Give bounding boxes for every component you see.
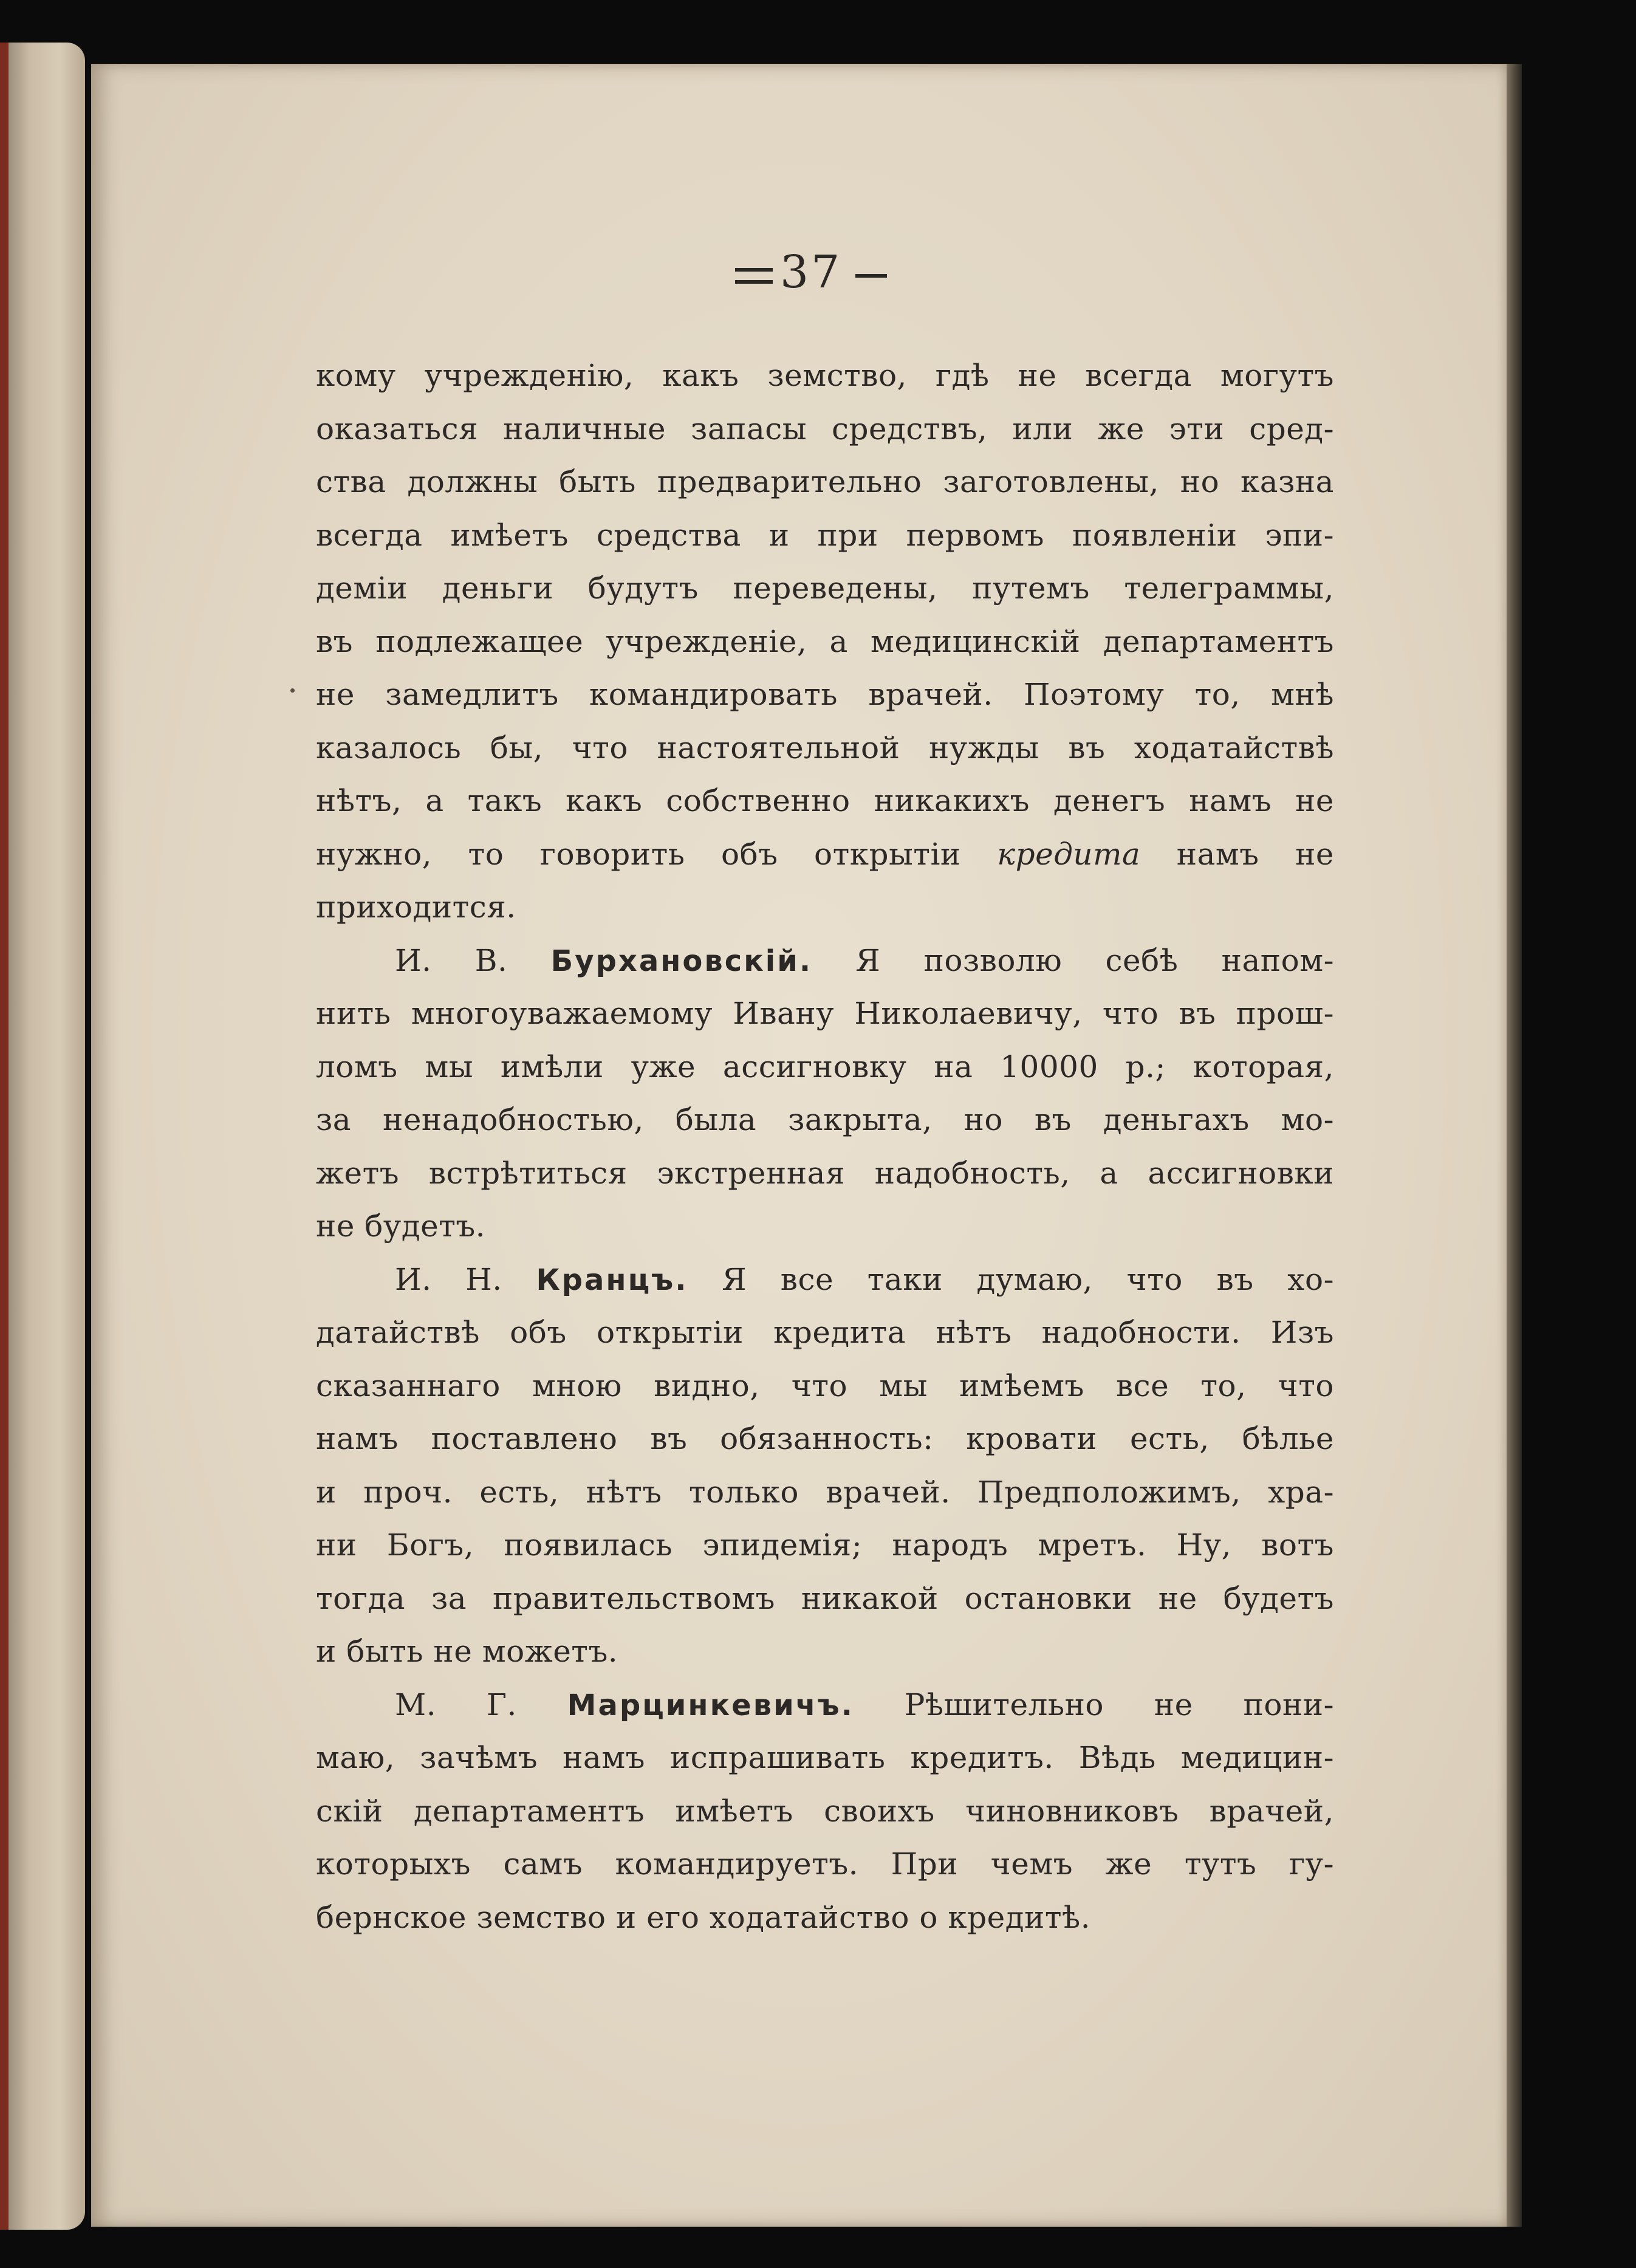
text-line: за ненадобностью, была закрыта, но въ деньгахъ мо- [316,1102,1334,1137]
text-segment: намъ не [1140,836,1334,872]
book-cover-edge [0,43,9,2230]
margin-mark [290,688,295,693]
speaker-name: Кранцъ. [536,1262,688,1297]
text-line: не замедлитъ командировать врачей. Поэтому то, мнѣ [316,677,1334,712]
text-line: приходится. [316,889,516,925]
text-line: не будетъ. [316,1208,486,1244]
speaker-name: Марцинкевичъ. [567,1688,854,1722]
text-line: жетъ встрѣтиться экстренная надобность, а ассигновки [316,1155,1334,1191]
page-number [735,246,887,298]
text-line: деміи деньги будутъ переведены, путемъ телеграммы, [316,570,1334,606]
text-line: намъ поставлено въ обязанность: кровати есть, бѣлье [316,1421,1334,1456]
text-line: сказаннаго мною видно, что мы имѣемъ все то, что [316,1368,1334,1403]
text-line: скій департаментъ имѣетъ своихъ чиновниковъ врачей, [316,1793,1334,1829]
text-line: ства должны быть предварительно заготовлены, но казна [316,464,1334,499]
text-line [316,1679,1334,1732]
text-line: тогда за правительствомъ никакой остановки не будетъ [316,1580,1334,1616]
text-segment: Я все таки думаю, что въ хо- [688,1261,1334,1297]
page-number-dash-left [735,268,773,284]
page-body-text [316,349,1334,1944]
text-line: нѣтъ, а такъ какъ собственно никакихъ денегъ намъ не [316,783,1334,818]
text-line: маю, зачѣмъ намъ испрашивать кредитъ. Вѣдь медицин- [316,1740,1334,1775]
text-line [316,828,1334,882]
speaker-initials: И. В. [395,942,551,978]
text-segment: Рѣшительно не пони- [854,1687,1334,1722]
speaker-initials: И. Н. [395,1261,536,1297]
page-number-value: 37 [780,246,843,298]
text-line: въ подлежащее учрежденіе, а медицинскій департаментъ [316,623,1334,659]
text-line: кому учрежденію, какъ земство, гдѣ не всегда могутъ [316,358,1334,393]
text-line: датайствѣ объ открытіи кредита нѣтъ надобности. Изъ [316,1315,1334,1350]
italic-word: кредита [997,836,1141,872]
text-line: ни Богъ, появилась эпидемія; народъ мретъ. Ну, вотъ [316,1527,1334,1563]
text-line [316,1253,1334,1307]
text-line: бернское земство и его ходатайство о кредитѣ. [316,1899,1091,1935]
text-line: казалось бы, что настоятельной нужды въ ходатайствѣ [316,730,1334,766]
page-number-dash-right [855,274,887,278]
speaker-name: Бурхановскій. [550,944,813,978]
text-line: и проч. есть, нѣтъ только врачей. Предположимъ, хра- [316,1474,1334,1510]
text-line [316,934,1334,988]
facing-page-edge [0,43,85,2230]
text-line: оказаться наличные запасы средствъ, или же эти сред- [316,411,1334,447]
text-line: всегда имѣетъ средства и при первомъ появленіи эпи- [316,517,1334,553]
text-line: нить многоуважаемому Ивану Николаевичу, что въ прош- [316,996,1334,1031]
text-segment: Я позволю себѣ напом- [812,942,1334,978]
page-edge-shadow [1507,64,1522,2227]
text-line: ломъ мы имѣли уже ассигновку на 10000 р.; которая, [316,1049,1334,1084]
text-line: и быть не можетъ. [316,1634,618,1669]
speaker-initials: М. Г. [395,1687,567,1722]
text-segment: нужно, то говорить объ открытіи [316,836,998,872]
text-line: которыхъ самъ командируетъ. При чемъ же тутъ гу- [316,1846,1334,1882]
